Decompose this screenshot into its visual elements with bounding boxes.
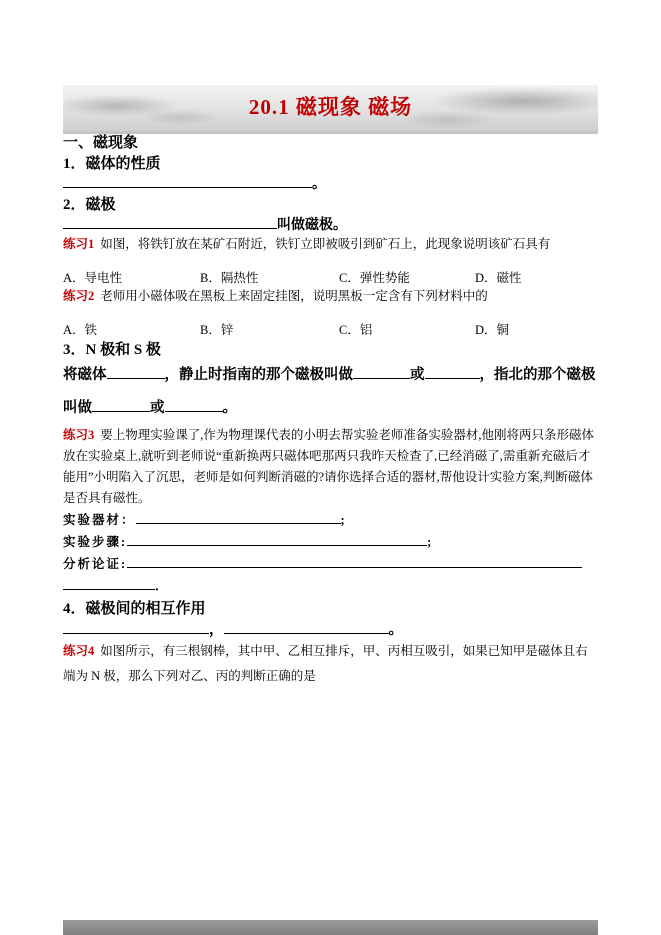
fill-blank	[224, 619, 389, 634]
fill-blank	[127, 533, 427, 546]
experiment-equipment-row	[63, 509, 598, 531]
fill-blank	[63, 577, 155, 590]
exercise-1-options	[63, 268, 598, 286]
analysis-label: 分析论证:	[63, 557, 128, 571]
header-banner	[63, 85, 598, 134]
fill-blank	[165, 397, 223, 412]
n-s-pole-fill-paragraph	[63, 359, 598, 425]
exercise-2-label: 练习2	[63, 289, 95, 303]
fill-line-magnetic-poles	[63, 214, 598, 234]
page-title: 20.1 磁现象 磁场	[248, 95, 413, 119]
fill-blank	[63, 215, 277, 229]
option-b: B．隔热性	[200, 271, 259, 285]
fill-blank	[63, 174, 312, 188]
text-fragment: 或	[150, 400, 165, 416]
page-bottom-banner	[63, 920, 598, 935]
exercise-3-label: 练习3	[63, 428, 95, 442]
fill-blank	[127, 555, 582, 568]
equipment-label: 实验器材：	[63, 513, 136, 527]
text-fragment: 。	[222, 400, 237, 416]
exercise-4	[63, 639, 598, 689]
exercise-2	[63, 286, 598, 307]
text-fragment: 。	[388, 622, 403, 638]
option-a: A．导电性	[63, 271, 123, 285]
option-b: B．锌	[200, 323, 234, 337]
option-a: A．铁	[63, 323, 98, 337]
fill-line-magnet-properties	[63, 173, 598, 193]
fill-blank	[425, 364, 480, 379]
exercise-2-options	[63, 320, 598, 338]
exercise-4-text: 如图所示，有三根钢棒，其中甲、乙相互排斥，甲、丙相互吸引，如果已知甲是磁体且右端为 N 极，那么下列对乙、丙的判断正确的是	[63, 644, 588, 683]
fill-blank	[92, 397, 150, 412]
exercise-3-text: 要上物理实验课了,作为物理课代表的小明去帮实验老师准备实验器材,他刚将两只条形磁体放在实验桌上,就听到老师说“重新换两只磁体吧那两只我昨天检查了,已经消磁了,需重新充磁后才能用”小明陷入了沉思，老师是如何判断消磁的?请你选择合适的器材,帮他设计实验方案,判断磁体是否具有磁性。	[63, 428, 595, 505]
exercise-4-label: 练习4	[63, 644, 95, 658]
pole-interaction-fill-line	[63, 618, 598, 639]
fill-blank	[353, 364, 410, 379]
text-fragment: 叫做磁极。	[277, 218, 347, 233]
exercise-1-text: 如图，将铁钉放在某矿石附近，铁钉立即被吸引到矿石上，此现象说明该矿石具有	[100, 237, 551, 251]
item-heading-magnetic-poles: 2．磁极	[63, 197, 116, 213]
option-c: C．弹性势能	[339, 271, 410, 285]
item-heading-pole-interaction: 4．磁极间的相互作用	[63, 601, 206, 617]
option-d: D．磁性	[475, 271, 522, 285]
text-fragment: ．	[155, 579, 168, 593]
text-fragment: ，	[209, 622, 224, 638]
text-fragment: 将磁体	[63, 367, 107, 383]
exercise-2-text: 老师用小磁体吸在黑板上来固定挂图，说明黑板一定含有下列材料中的	[100, 289, 488, 303]
text-fragment: 或	[410, 367, 425, 383]
fill-blank	[63, 619, 209, 634]
option-d: D．铜	[475, 323, 510, 337]
experiment-steps-row	[63, 531, 598, 553]
option-c: C．铝	[339, 323, 373, 337]
fill-blank	[136, 511, 341, 524]
text-fragment: ;	[427, 535, 432, 549]
text-fragment: ，指北的那个磁极叫做	[63, 367, 596, 416]
text-fragment: ;	[340, 513, 345, 527]
exercise-1-label: 练习1	[63, 237, 95, 251]
steps-label: 实验步骤:	[63, 535, 128, 549]
fill-blank	[107, 364, 165, 379]
item-heading-magnet-properties: 1．磁体的性质	[63, 156, 161, 172]
page-content	[63, 131, 598, 689]
analysis-row	[63, 553, 598, 575]
text-fragment: ，静止时指南的那个磁极叫做	[164, 367, 353, 383]
item-heading-n-s-poles: 3．N 极和 S 极	[63, 342, 161, 358]
exercise-3	[63, 425, 598, 509]
section-heading-magnetic-phenomena: 一、磁现象	[63, 135, 139, 151]
exercise-1	[63, 234, 598, 255]
analysis-tail-row	[63, 575, 598, 597]
text-fragment: 。	[312, 177, 326, 192]
